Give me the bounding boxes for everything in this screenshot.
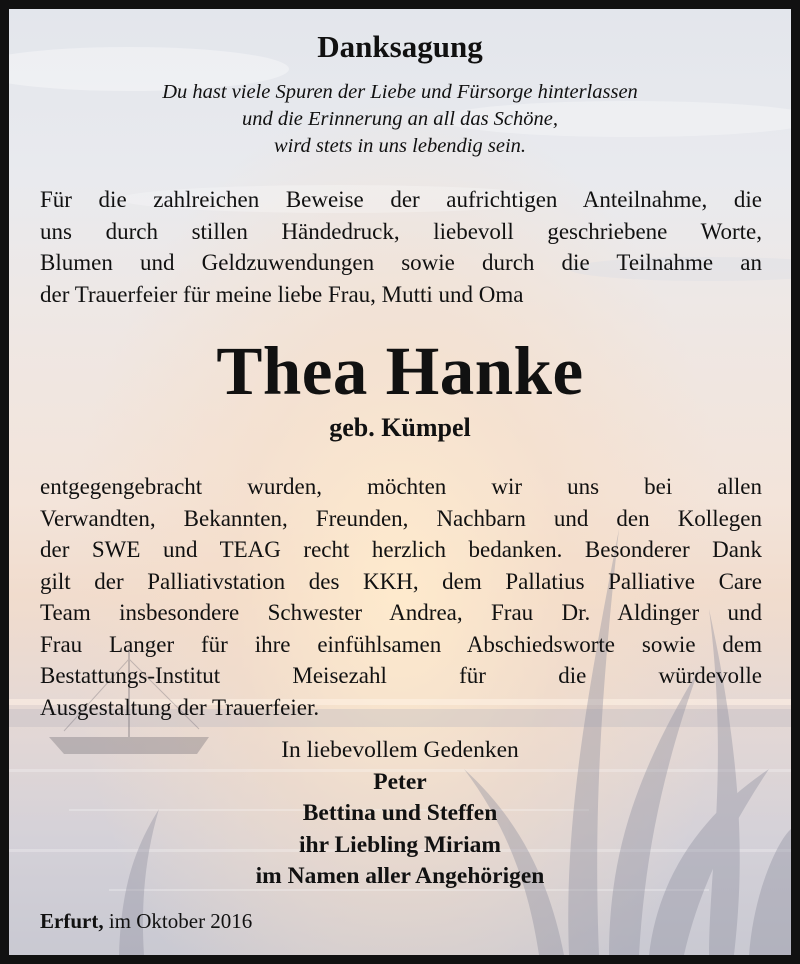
motto-verse: [9, 79, 791, 160]
thanks-line: entgegengebracht wurden, möchten wir uns bei allen: [40, 474, 762, 499]
closing-greeting: In liebevollem Gedenken: [281, 737, 519, 763]
deceased-name: Thea Hanke: [216, 333, 584, 409]
intro-line: uns durch stillen Händedruck, liebevoll geschriebene Worte,: [40, 218, 762, 244]
signatory: Bettina und Steffen: [302, 800, 498, 826]
motto-line: wird stets in uns lebendig sein.: [273, 135, 527, 157]
place-date-text: im Oktober 2016: [108, 909, 253, 933]
maiden-name: geb. Kümpel: [329, 413, 471, 442]
motto-line: Du hast viele Spuren der Liebe und Fürsorge hinterlassen: [162, 81, 638, 103]
intro-line: Für die zahlreichen Beweise der aufrichtigen Anteilnahme, die: [40, 187, 762, 212]
thanks-line: Bestattungs-Institut Meisezahl für die würdevolle: [40, 663, 762, 688]
thanks-line: Frau Langer für ihre einfühlsamen Abschiedsworte sowie dem: [40, 631, 762, 657]
thanks-line: Ausgestaltung der Trauerfeier.: [40, 694, 320, 720]
signatory: ihr Liebling Miriam: [299, 831, 501, 858]
intro-line: der Trauerfeier für meine liebe Frau, Mutti und Oma: [40, 281, 524, 307]
place-date: [40, 909, 252, 934]
thanks-paragraph: [40, 471, 762, 723]
motto-line: und die Erinnerung an all das Schöne,: [241, 108, 558, 130]
signatory: im Namen aller Angehörigen: [255, 863, 545, 889]
thanks-line: Verwandten, Bekannten, Freunden, Nachbarn und den Kollegen: [40, 505, 762, 531]
thanks-line: gilt der Palliativstation des KKH, dem Pallatius Palliative Care: [40, 568, 762, 594]
intro-line: Blumen und Geldzuwendungen sowie durch die Teilnahme an: [40, 250, 762, 275]
closing-block: [9, 735, 791, 893]
heading: Danksagung: [317, 29, 483, 64]
intro-paragraph: [40, 184, 762, 310]
signatory: Peter: [373, 768, 427, 795]
place-city: Erfurt,: [40, 909, 104, 933]
thanks-line: Team insbesondere Schwester Andrea, Frau Dr. Aldinger und: [40, 600, 762, 625]
thanks-line: der SWE und TEAG recht herzlich bedanken. Besonderer Dank: [40, 537, 762, 562]
